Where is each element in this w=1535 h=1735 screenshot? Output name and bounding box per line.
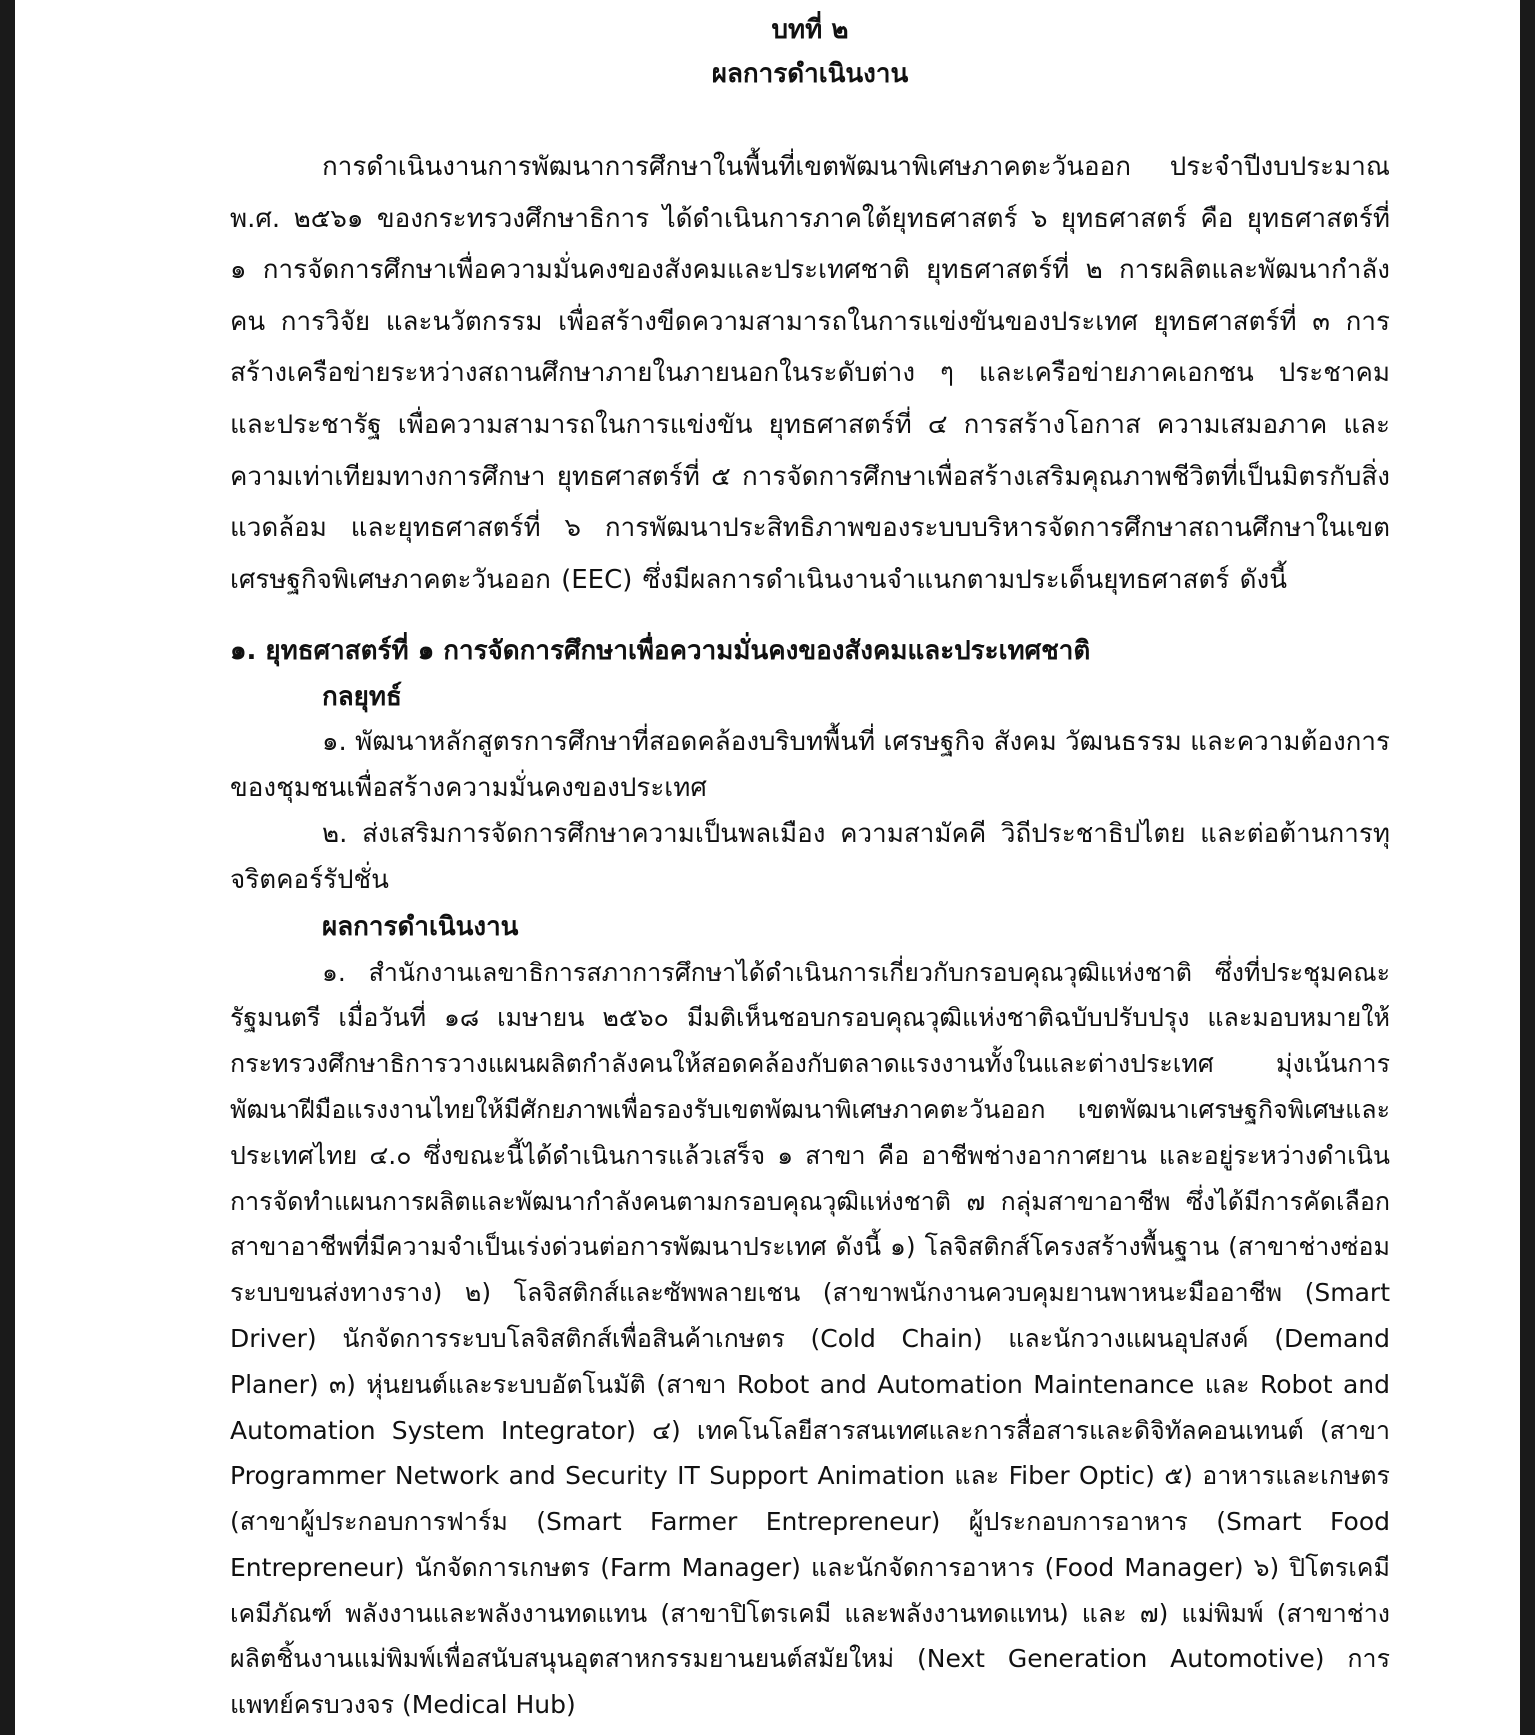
strategy-item-2: ๒. ส่งเสริมการจัดการศึกษาความเป็นพลเมือง ความสามัคคี วิถีประชาธิปไตย และต่อต้านการทุจริตคอร์รัปชั่น xyxy=(230,818,1390,895)
document-page xyxy=(15,0,1520,1735)
document-content xyxy=(230,0,1390,1728)
chapter-title: ผลการดำเนินงาน xyxy=(711,59,909,89)
results-heading: ผลการดำเนินงาน xyxy=(322,911,519,942)
strategy-heading: กลยุทธ์ xyxy=(322,682,402,713)
intro-paragraph: การดำเนินงานการพัฒนาการศึกษาในพื้นที่เขตพัฒนาพิเศษภาคตะวันออก ประจำปีงบประมาณ พ.ศ. ๒๕๖๑ ของกระทรวงศึกษาธิการ ได้ดำเนินการภาคใต้ยุทธศาสตร์ ๖ ยุทธศาสตร์ คือ ยุทธศาสตร์ที่ ๑ การจัดการศึกษาเพื่อความมั่นคงของสังคมและประเทศชาติ ยุทธศาสตร์ที่ ๒ การผลิตและพัฒนากำลังคน การวิจัย และนวัตกรรม เพื่อสร้างขีดความสามารถในการแข่งขันของประเทศ ยุทธศาสตร์ที่ ๓ การสร้างเครือข่ายระหว่างสถานศึกษาภายในภายนอกในระดับต่าง ๆ และเครือข่ายภาคเอกชน ประชาคม และประชารัฐ เพื่อความสามารถในการแข่งขัน ยุทธศาสตร์ที่ ๔ การสร้างโอกาส ความเสมอภาค และความเท่าเทียมทางการศึกษา ยุทธศาสตร์ที่ ๕ การจัดการศึกษาเพื่อสร้างเสริมคุณภาพชีวิตที่เป็นมิตรกับสิ่งแวดล้อม และยุทธศาสตร์ที่ ๖ การพัฒนาประสิทธิภาพของระบบบริหารจัดการศึกษาสถานศึกษาในเขตเศรษฐกิจพิเศษภาคตะวันออก (EEC) ซึ่งมีผลการดำเนินงานจำแนกตามประเด็นยุทธศาสตร์ ดังนี้ xyxy=(230,152,1390,595)
section-1-heading: ๑. ยุทธศาสตร์ที่ ๑ การจัดการศึกษาเพื่อความมั่นคงของสังคมและประเทศชาติ xyxy=(230,636,1091,667)
chapter-number: บทที่ ๒ xyxy=(771,15,849,45)
strategy-item-1: ๑. พัฒนาหลักสูตรการศึกษาที่สอดคล้องบริบทพื้นที่ เศรษฐกิจ สังคม วัฒนธรรม และความต้องการของชุมชนเพื่อสร้างความมั่นคงของประเทศ xyxy=(230,727,1390,804)
result-item-1: ๑. สำนักงานเลขาธิการสภาการศึกษาได้ดำเนินการเกี่ยวกับกรอบคุณวุฒิแห่งชาติ ซึ่งที่ประชุมคณะรัฐมนตรี เมื่อวันที่ ๑๘ เมษายน ๒๕๖๐ มีมติเห็นชอบกรอบคุณวุฒิแห่งชาติฉบับปรับปรุง และมอบหมายให้กระทรวงศึกษาธิการวางแผนผลิตกำลังคนให้สอดคล้องกับตลาดแรงงานทั้งในและต่างประเทศ มุ่งเน้นการพัฒนาฝีมือแรงงานไทยให้มีศักยภาพเพื่อรองรับเขตพัฒนาพิเศษภาคตะวันออก เขตพัฒนาเศรษฐกิจพิเศษและประเทศไทย ๔.๐ ซึ่งขณะนี้ได้ดำเนินการแล้วเสร็จ ๑ สาขา คือ อาชีพช่างอากาศยาน และอยู่ระหว่างดำเนินการจัดทำแผนการผลิตและพัฒนากำลังคนตามกรอบคุณวุฒิแห่งชาติ ๗ กลุ่มสาขาอาชีพ ซึ่งได้มีการคัดเลือกสาขาอาชีพที่มีความจำเป็นเร่งด่วนต่อการพัฒนาประเทศ ดังนี้ ๑) โลจิสติกส์โครงสร้างพื้นฐาน (สาขาช่างซ่อมระบบขนส่งทางราง) ๒) โลจิสติกส์และซัพพลายเชน (สาขาพนักงานควบคุมยานพาหนะมืออาชีพ (Smart Driver) นักจัดการระบบโลจิสติกส์เพื่อสินค้าเกษตร (Cold Chain) และนักวางแผนอุปสงค์ (Demand Planer) ๓) หุ่นยนต์และระบบอัตโนมัติ (สาขา Robot and Automation Maintenance และ Robot and Automation System Integrator) ๔) เทคโนโลยีสารสนเทศและการสื่อสารและดิจิทัลคอนเทนต์ (สาขา Programmer Network and Security IT Support Animation และ Fiber Optic) ๕) อาหารและเกษตร (สาขาผู้ประกอบการฟาร์ม (Smart Farmer Entrepreneur) ผู้ประกอบการอาหาร (Smart Food Entrepreneur) นักจัดการเกษตร (Farm Manager) และนักจัดการอาหาร (Food Manager) ๖) ปิโตรเคมี เคมีภัณฑ์ พลังงานและพลังงานทดแทน (สาขาปิโตรเคมี และพลังงานทดแทน) และ ๗) แม่พิมพ์ (สาขาช่างผลิตชิ้นงานแม่พิมพ์เพื่อสนับสนุนอุตสาหกรรมยานยนต์สมัยใหม่ (Next Generation Automotive) การแพทย์ครบวงจร (Medical Hub) xyxy=(230,957,1390,1720)
